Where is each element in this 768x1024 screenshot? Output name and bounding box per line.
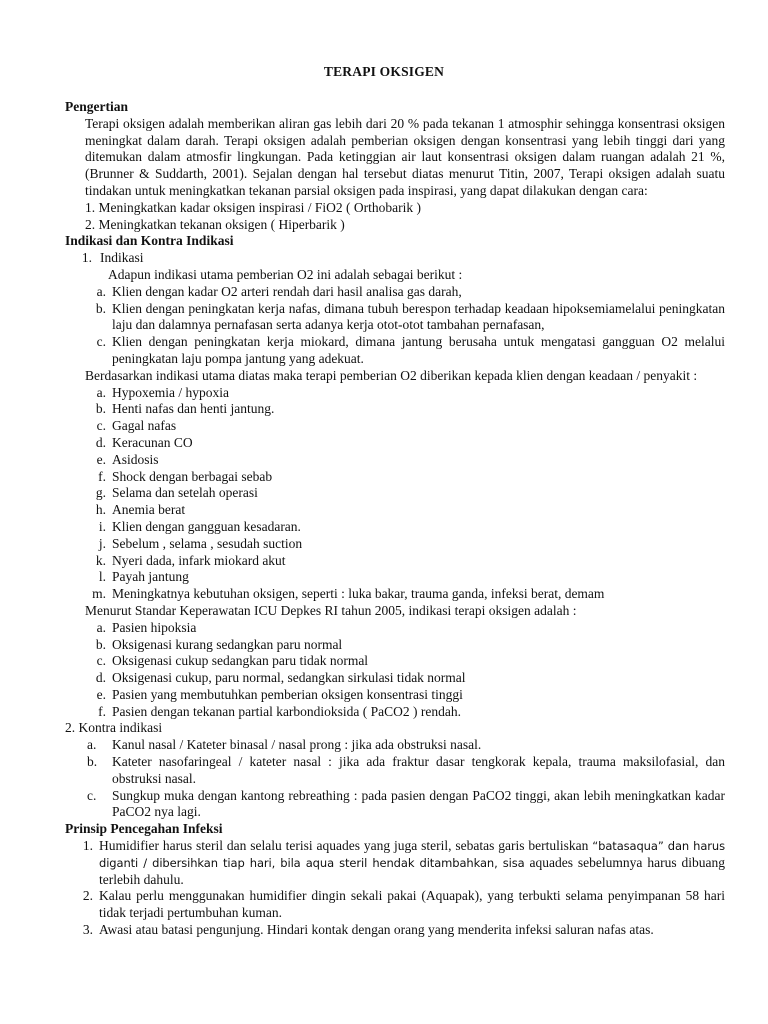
list-item	[65, 737, 725, 754]
list-item	[65, 485, 725, 502]
list-item	[65, 922, 725, 939]
list-item-text: Sebelum , selama , sesudah suction	[112, 535, 303, 551]
list-marker: l.	[98, 569, 106, 585]
prinsip-item1-text-a: Humidifier harus steril dan selalu terisi aquades yang juga steril, sebatas garis bertuliskan	[99, 838, 589, 854]
list-item	[65, 519, 725, 536]
list-item-text: Pasien hipoksia	[112, 619, 197, 635]
prinsip-item1-text-b: aquades sebelumnya harus dibuang terlebih dahulu.	[99, 854, 725, 887]
list-item-text: Klien dengan kadar O2 arteri rendah dari hasil analisa gas darah,	[112, 283, 462, 299]
list-marker: b.	[95, 401, 106, 417]
list-item-text: Pasien dengan tekanan partial karbondioksida ( PaCO2 ) rendah.	[112, 703, 462, 719]
list-item	[65, 469, 725, 486]
list-item-text: Kalau perlu menggunakan humidifier dingin sekali pakai (Aquapak), yang terbukti selama penyimpanan 58 hari tidak terjadi pertumbuhan kuman.	[99, 888, 725, 921]
pengertian-paragraph: Terapi oksigen adalah memberikan aliran gas lebih dari 20 % pada tekanan 1 atmosphir sehingga konsentrasi oksigen meningkat dalam darah. Terapi oksigen adalah pemberian oksigen dengan konsentrasi yang lebih tinggi dari yang ditemukan dalam atmosfir lingkungan. Pada ketinggian air laut konsentrasi oksigen dalam ruangan adalah 21 %,(Brunner & Suddarth, 2001). Sejalan dengan hal tersebut diatas menurut Titin, 2007, Terapi oksigen adalah suatu tindakan untuk meningkatkan tekanan parsial oksigen pada inspirasi, yang dapat dilakukan dengan cara:	[85, 115, 725, 198]
list-marker: 1.	[82, 838, 93, 854]
list-marker: j.	[98, 535, 106, 551]
list-marker: c.	[96, 653, 106, 669]
list-marker: f.	[98, 468, 106, 484]
section-heading-pengertian: Pengertian	[65, 99, 128, 114]
list-item	[65, 637, 725, 654]
list-item	[65, 284, 725, 301]
list-marker: c.	[96, 418, 106, 434]
list-item	[65, 569, 725, 586]
list-item	[65, 502, 725, 519]
list-marker: a.	[96, 283, 106, 299]
list-item	[65, 334, 725, 368]
list-marker: d.	[95, 434, 106, 450]
list-marker: e.	[96, 686, 106, 702]
list-item-text: Klien dengan peningkatan kerja miokard, dimana jantung berusaha untuk mengatasi gangguan O2 melalui peningkatan laju pompa jantung yang adekuat.	[112, 334, 725, 366]
list-item-text: Nyeri dada, infark miokard akut	[112, 552, 286, 568]
list-marker: 1.	[81, 250, 92, 266]
list-item	[65, 435, 725, 452]
list-item	[65, 620, 725, 637]
list-item-text: Payah jantung	[112, 569, 189, 585]
list-item-text: Keracunan CO	[112, 434, 193, 450]
list-marker: k.	[95, 552, 106, 568]
list-marker: b.	[95, 300, 106, 316]
list-marker: c.	[96, 334, 106, 350]
list-item	[65, 553, 725, 570]
list-marker: d.	[95, 670, 106, 686]
list-item	[65, 670, 725, 687]
list-item-text: Oksigenasi kurang sedangkan paru normal	[112, 636, 343, 652]
list-item	[65, 687, 725, 704]
list-marker: i.	[98, 518, 106, 534]
list-item-text: Hypoxemia / hypoxia	[112, 384, 229, 400]
list-item-text: Klien dengan gangguan kesadaran.	[112, 518, 301, 534]
indikasi-label: Indikasi	[100, 250, 144, 266]
prinsip-item1-text-handwritten: “batasaqua” dan harus diganti / dibersihkan tiap hari, bila aqua steril hendak ditambahkan, sisa	[99, 839, 725, 870]
list-item-text: Gagal nafas	[112, 418, 177, 434]
document-body	[65, 99, 725, 939]
list-item-text: Anemia berat	[112, 502, 186, 518]
list-item-text: Pasien yang membutuhkan pemberian oksigen konsentrasi tinggi	[112, 686, 463, 702]
list-item	[65, 704, 725, 721]
list-item	[65, 788, 725, 822]
list-marker: a.	[87, 737, 97, 753]
list-item-text: Shock dengan berbagai sebab	[112, 468, 273, 484]
indikasi-subheading	[65, 250, 725, 267]
section-heading-indikasi: Indikasi dan Kontra Indikasi	[65, 233, 234, 249]
list-marker: b.	[87, 754, 98, 770]
list-marker: a.	[96, 619, 106, 635]
document-title: TERAPI OKSIGEN	[323, 64, 445, 79]
berdasarkan-paragraph: Berdasarkan indikasi utama diatas maka terapi pemberian O2 diberikan kepada klien dengan keadaan / penyakit :	[85, 367, 698, 383]
indikasi-intro: Adapun indikasi utama pemberian O2 ini adalah sebagai berikut :	[108, 266, 463, 282]
list-item-text: Asidosis	[112, 451, 159, 467]
list-item	[65, 452, 725, 469]
pengertian-item: 2. Meningkatkan tekanan oksigen ( Hiperbarik )	[85, 216, 345, 232]
pengertian-item: 1. Meningkatkan kadar oksigen inspirasi / FiO2 ( Orthobarik )	[85, 199, 421, 215]
list-item-text: Henti nafas dan henti jantung.	[112, 401, 275, 417]
list-marker: b.	[95, 636, 106, 652]
list-item	[65, 888, 725, 922]
list-item	[65, 754, 725, 788]
list-marker: 2.	[82, 888, 93, 904]
list-item-text: Kanul nasal / Kateter binasal / nasal prong : jika ada obstruksi nasal.	[112, 737, 482, 753]
list-item	[65, 401, 725, 418]
section-heading-prinsip: Prinsip Pencegahan Infeksi	[65, 821, 223, 837]
list-marker: g.	[95, 485, 106, 501]
list-marker: e.	[96, 451, 106, 467]
list-marker: m.	[92, 586, 106, 602]
list-item	[65, 536, 725, 553]
list-item-text: Klien dengan peningkatan kerja nafas, dimana tubuh berespon terhadap keadaan hipoksemiamelalui peningkatan laju dan dalamnya pernafasan serta adanya kerja otot-otot tambahan pernafasan,	[112, 300, 725, 333]
list-item	[65, 586, 725, 603]
list-item-text: Kateter nasofaringeal / kateter nasal : jika ada fraktur dasar tengkorak kepala, trauma maksilofasial, dan obstruksi nasal.	[112, 754, 725, 786]
list-marker: 3.	[82, 922, 93, 938]
list-item	[65, 301, 725, 335]
list-marker: h.	[95, 502, 106, 518]
kontra-indikasi-label: 2. Kontra indikasi	[65, 720, 163, 736]
list-item-text: Oksigenasi cukup sedangkan paru tidak normal	[112, 653, 369, 669]
list-item	[65, 385, 725, 402]
list-item-text: Meningkatnya kebutuhan oksigen, seperti : luka bakar, trauma ganda, infeksi berat, demam	[112, 586, 605, 602]
list-item-text	[99, 838, 725, 888]
list-marker: f.	[98, 703, 106, 719]
list-item-text: Sungkup muka dengan kantong rebreathing : pada pasien dengan PaCO2 tinggi, akan lebih meningkatkan kadar PaCO2 nya lagi.	[112, 787, 725, 820]
list-item	[65, 418, 725, 435]
list-marker: a.	[96, 384, 106, 400]
menurut-paragraph: Menurut Standar Keperawatan ICU Depkes RI tahun 2005, indikasi terapi oksigen adalah :	[85, 602, 577, 618]
list-item-text: Oksigenasi cukup, paru normal, sedangkan sirkulasi tidak normal	[112, 670, 466, 686]
list-marker: c.	[87, 787, 97, 803]
list-item-text: Awasi atau batasi pengunjung. Hindari kontak dengan orang yang menderita infeksi saluran nafas atas.	[99, 922, 654, 938]
list-item	[65, 838, 725, 888]
list-item	[65, 653, 725, 670]
list-item-text: Selama dan setelah operasi	[112, 485, 258, 501]
